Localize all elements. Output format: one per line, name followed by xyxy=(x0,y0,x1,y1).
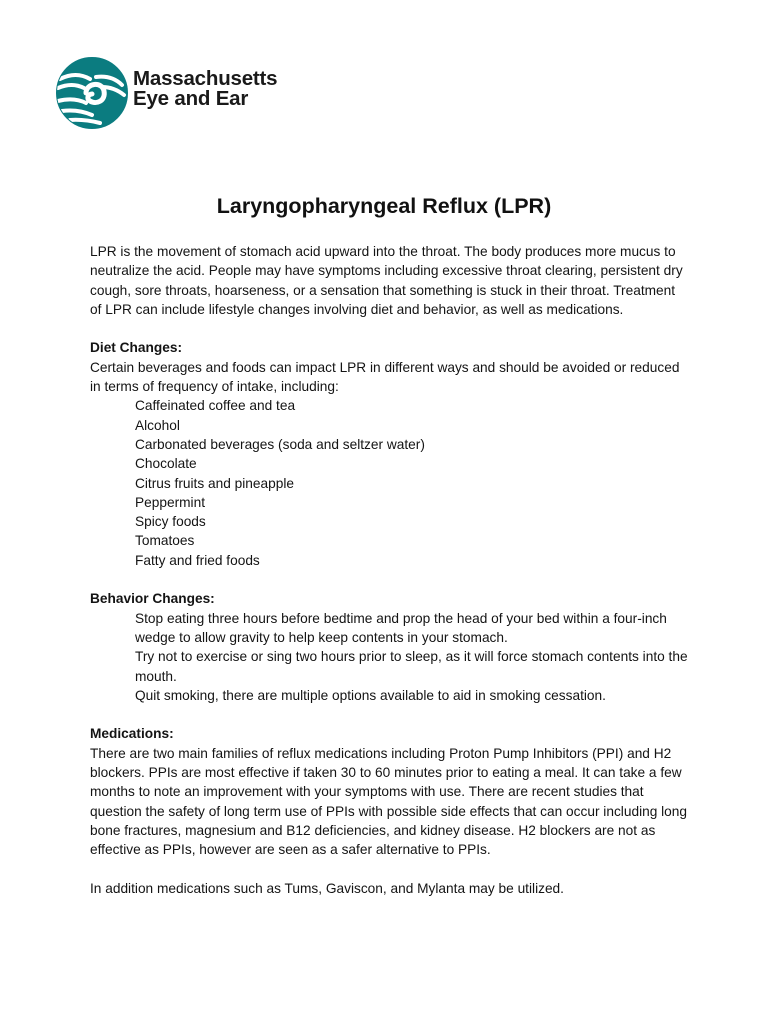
behavior-heading: Behavior Changes: xyxy=(90,591,215,607)
diet-text: Certain beverages and foods can impact LPR in different ways and should be avoided or reduced in terms of frequency of intake, including: xyxy=(90,359,680,395)
document-title: Laryngopharyngeal Reflux (LPR) xyxy=(216,194,552,218)
behavior-list xyxy=(90,609,690,705)
list-item: Stop eating three hours before bedtime and prop the head of your bed within a four-inch wedge to allow gravity to help keep contents in your stomach. xyxy=(135,610,667,645)
document-body xyxy=(90,242,690,917)
list-item: Chocolate xyxy=(135,456,197,472)
diet-section xyxy=(90,338,690,570)
medications-section xyxy=(90,724,690,859)
logo-line-1: Massachusetts xyxy=(133,67,278,90)
list-item: Peppermint xyxy=(135,494,205,510)
diet-heading: Diet Changes: xyxy=(90,340,183,356)
logo-wordmark xyxy=(133,69,277,109)
intro-paragraph: LPR is the movement of stomach acid upward into the throat. The body produces more mucus to neutralize the acid. People may have symptoms including excessive throat clearing, persistent dry cough, sore throats, hoarseness, or a sensation that something is stuck in their throat. Treatment of LPR can include lifestyle changes involving diet and behavior, as well as medications. xyxy=(90,244,683,317)
list-item: Citrus fruits and pineapple xyxy=(135,475,295,491)
medications-heading: Medications: xyxy=(90,726,174,742)
logo-line-2: Eye and Ear xyxy=(133,87,249,110)
list-item: Fatty and fried foods xyxy=(135,552,260,568)
medications-addition: In addition medications such as Tums, Gaviscon, and Mylanta may be utilized. xyxy=(90,880,564,896)
behavior-section xyxy=(90,589,690,705)
mass-eye-ear-logo xyxy=(56,57,326,129)
list-item: Tomatoes xyxy=(135,533,195,549)
list-item: Try not to exercise or sing two hours prior to sleep, as it will force stomach contents into the mouth. xyxy=(135,649,688,684)
list-item: Alcohol xyxy=(135,417,180,433)
list-item: Quit smoking, there are multiple options available to aid in smoking cessation. xyxy=(135,687,606,703)
list-item: Caffeinated coffee and tea xyxy=(135,398,296,414)
list-item: Carbonated beverages (soda and seltzer water) xyxy=(135,436,425,452)
mass-eye-ear-emblem-icon xyxy=(56,57,128,129)
list-item: Spicy foods xyxy=(135,514,206,530)
diet-list xyxy=(90,396,690,570)
medications-text: There are two main families of reflux medications including Proton Pump Inhibitors (PPI) and H2 blockers. PPIs are most effective if taken 30 to 60 minutes prior to eating a meal. It can take a few months to note an improvement with your symptoms with use. There are recent studies that question the safety of long term use of PPIs with possible side effects that can occur including long bone fractures, magnesium and B12 deficiencies, and kidney disease. H2 blockers are not as effective as PPIs, however are seen as a safer alternative to PPIs. xyxy=(90,745,688,858)
